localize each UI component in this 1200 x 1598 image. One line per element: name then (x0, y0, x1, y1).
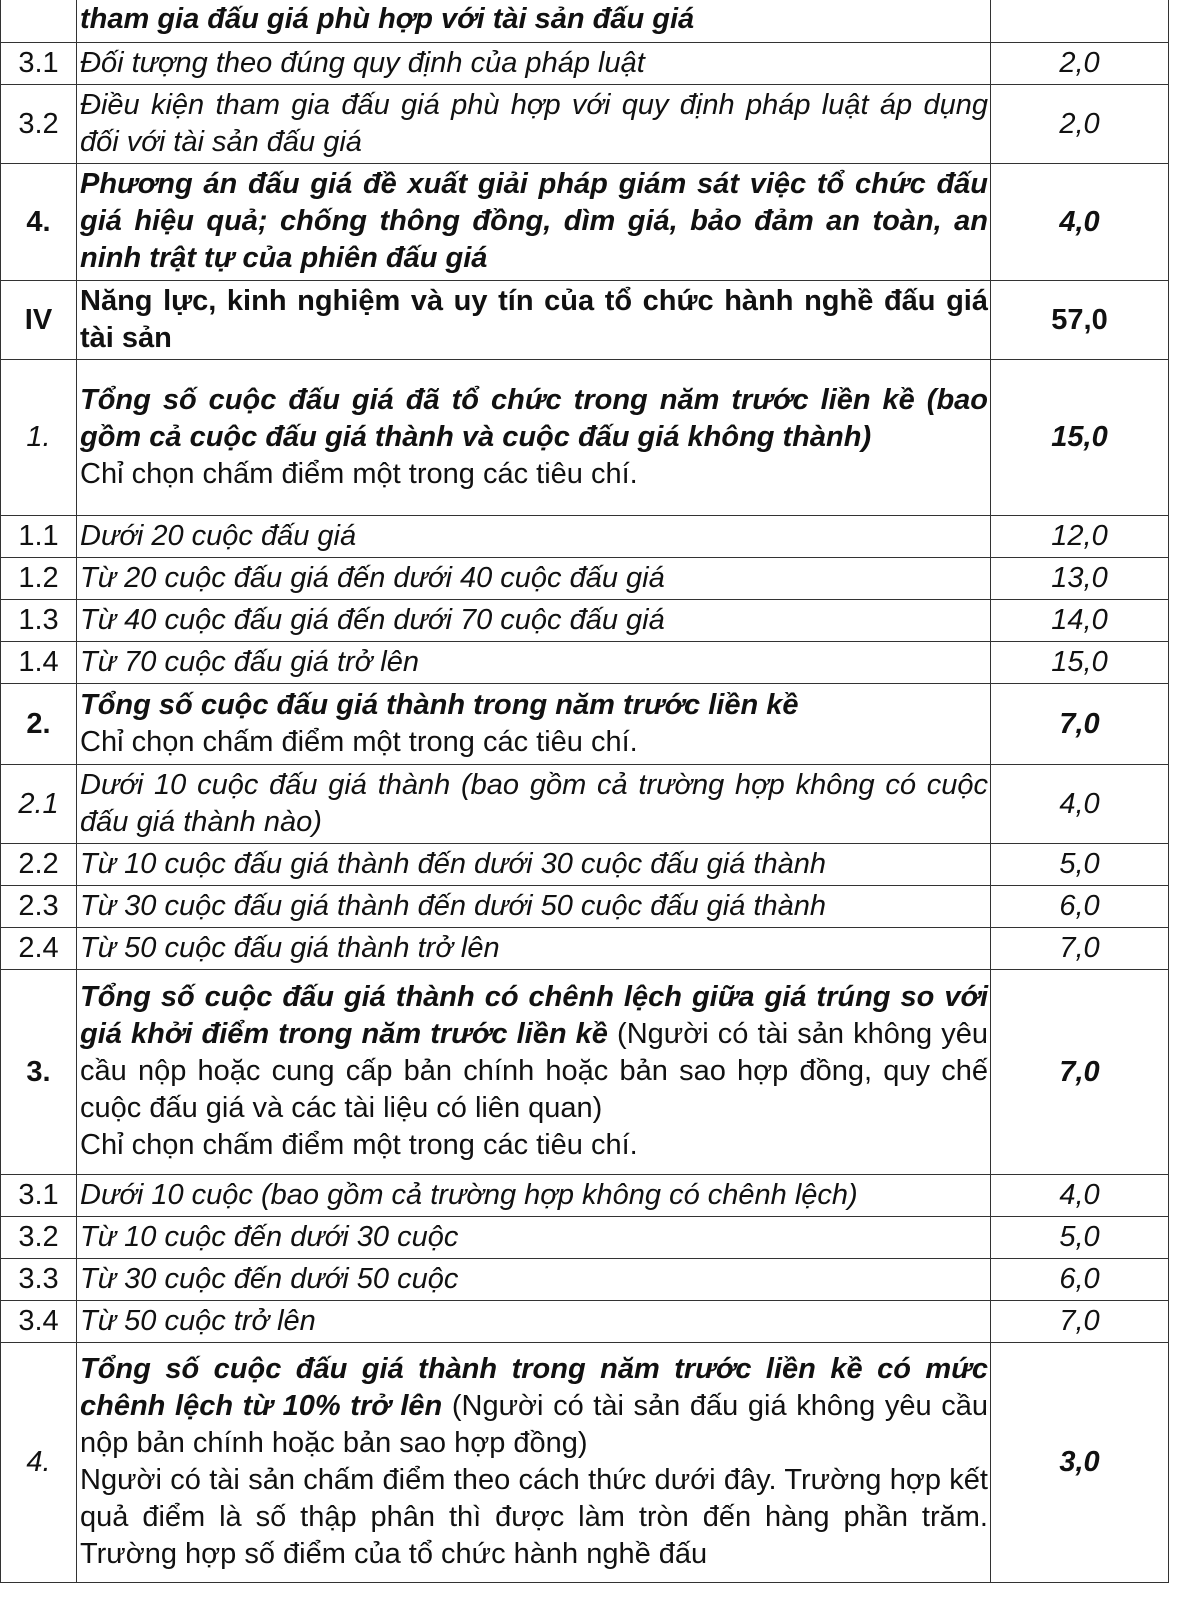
criterion-text-segment: Đối tượng theo đúng quy định của pháp luật (80, 46, 645, 79)
score-value: 2,0 (991, 43, 1169, 85)
score-value: 4,0 (991, 164, 1169, 281)
criterion-text (77, 281, 991, 360)
criterion-text-segment: Chỉ chọn chấm điểm một trong các tiêu chí. (80, 457, 638, 490)
criterion-text-segment: tham gia đấu giá phù hợp với tài sản đấu giá (80, 2, 695, 35)
row-number: 2.3 (1, 886, 77, 928)
score-value: 5,0 (991, 1217, 1169, 1259)
criterion-text-segment: Năng lực, kinh nghiệm và uy tín của tổ chức hành nghề đấu giá tài sản (80, 284, 988, 354)
criterion-text-segment: Từ 50 cuộc trở lên (80, 1304, 316, 1337)
row-number: 1. (1, 360, 77, 516)
criterion-text (77, 642, 991, 684)
criterion-text (77, 928, 991, 970)
criterion-text-segment: Dưới 20 cuộc đấu giá (80, 519, 357, 552)
criterion-text (77, 516, 991, 558)
score-value: 6,0 (991, 1259, 1169, 1301)
criterion-text (77, 844, 991, 886)
score-value: 12,0 (991, 516, 1169, 558)
table-row (1, 970, 1169, 1175)
criterion-text-segment: Điều kiện tham gia đấu giá phù hợp với quy định pháp luật áp dụng đối với tài sản đấu giá (80, 88, 988, 158)
criterion-text-segment: Từ 30 cuộc đấu giá thành đến dưới 50 cuộc đấu giá thành (80, 889, 826, 922)
criterion-text (77, 164, 991, 281)
table-row (1, 928, 1169, 970)
criterion-text (77, 0, 991, 43)
table-row (1, 1175, 1169, 1217)
criterion-text (77, 1175, 991, 1217)
score-value: 14,0 (991, 600, 1169, 642)
score-value: 15,0 (991, 360, 1169, 516)
criterion-text (77, 558, 991, 600)
row-number: 2. (1, 684, 77, 765)
criterion-text-segment: (Người có tài sản đấu giá không yêu cầu nộp bản chính hoặc bản sao hợp đồng) (80, 1390, 988, 1459)
row-number: 3.2 (1, 85, 77, 164)
score-value: 3,0 (991, 1343, 1169, 1583)
score-value: 15,0 (991, 642, 1169, 684)
criterion-text (77, 886, 991, 928)
row-number: 2.1 (1, 765, 77, 844)
criterion-text-segment: (Người có tài sản không yêu cầu nộp hoặc cung cấp bản chính hoặc bản sao hợp đồng, quy chế cuộc đấu giá và các tài liệu có liên quan) (80, 1018, 989, 1124)
table-row (1, 1301, 1169, 1343)
criterion-text (77, 600, 991, 642)
table-row (1, 844, 1169, 886)
row-number (1, 0, 77, 43)
criterion-text-segment: Từ 50 cuộc đấu giá thành trở lên (80, 931, 500, 964)
score-value (991, 0, 1169, 43)
table-row (1, 642, 1169, 684)
row-number: 3.1 (1, 1175, 77, 1217)
score-value: 13,0 (991, 558, 1169, 600)
criterion-text-segment: Chỉ chọn chấm điểm một trong các tiêu chí. (80, 725, 638, 758)
row-number: 3.2 (1, 1217, 77, 1259)
table-row (1, 558, 1169, 600)
row-number: 1.3 (1, 600, 77, 642)
criterion-text (77, 970, 991, 1175)
row-number: 3.3 (1, 1259, 77, 1301)
score-value: 7,0 (991, 970, 1169, 1175)
row-number: 2.4 (1, 928, 77, 970)
row-number: 1.1 (1, 516, 77, 558)
criterion-text-segment: Tổng số cuộc đấu giá thành trong năm trước liền kề có mức chênh lệch từ 10% trở lên (80, 1353, 988, 1422)
score-value: 5,0 (991, 844, 1169, 886)
criterion-text-segment: Từ 40 cuộc đấu giá đến dưới 70 cuộc đấu giá (80, 603, 665, 636)
table-row (1, 1343, 1169, 1583)
row-number: 4. (1, 1343, 77, 1583)
criterion-text-segment: Người có tài sản chấm điểm theo cách thức dưới đây. Trường hợp kết quả điểm là số thập phân thì được làm tròn đến hàng phần trăm. Trường hợp số điểm của tổ chức hành nghề đấu (80, 1464, 988, 1570)
criterion-text-segment: Dưới 10 cuộc (bao gồm cả trường hợp không có chênh lệch) (80, 1178, 858, 1211)
criterion-text (77, 1217, 991, 1259)
table-row (1, 1259, 1169, 1301)
score-value: 57,0 (991, 281, 1169, 360)
row-number: 3. (1, 970, 77, 1175)
criterion-text-segment: Từ 70 cuộc đấu giá trở lên (80, 645, 419, 678)
table-row (1, 516, 1169, 558)
table-row (1, 0, 1169, 43)
criterion-text (77, 684, 991, 765)
table-row (1, 85, 1169, 164)
criterion-text-segment: Từ 20 cuộc đấu giá đến dưới 40 cuộc đấu giá (80, 561, 665, 594)
table-row (1, 1217, 1169, 1259)
score-value: 6,0 (991, 886, 1169, 928)
criterion-text (77, 1301, 991, 1343)
criterion-text-segment: Chỉ chọn chấm điểm một trong các tiêu chí. (80, 1129, 638, 1161)
criterion-text-segment: Tổng số cuộc đấu giá đã tổ chức trong năm trước liền kề (bao gồm cả cuộc đấu giá thành và cuộc đấu giá không thành) (80, 383, 988, 453)
criterion-text-segment: Từ 10 cuộc đấu giá thành đến dưới 30 cuộc đấu giá thành (80, 847, 826, 880)
table-row (1, 600, 1169, 642)
criterion-text-segment: Từ 10 cuộc đến dưới 30 cuộc (80, 1220, 459, 1253)
score-value: 4,0 (991, 765, 1169, 844)
score-value: 4,0 (991, 1175, 1169, 1217)
table-row (1, 43, 1169, 85)
criterion-text (77, 360, 991, 516)
row-number: 1.2 (1, 558, 77, 600)
criterion-text-segment: Dưới 10 cuộc đấu giá thành (bao gồm cả trường hợp không có cuộc đấu giá thành nào) (80, 768, 988, 838)
score-value: 2,0 (991, 85, 1169, 164)
criterion-text-segment: Từ 30 cuộc đến dưới 50 cuộc (80, 1262, 459, 1295)
score-value: 7,0 (991, 1301, 1169, 1343)
table-row (1, 164, 1169, 281)
criterion-text-segment: Phương án đấu giá đề xuất giải pháp giám sát việc tổ chức đấu giá hiệu quả; chống thông đồng, dìm giá, bảo đảm an toàn, an ninh trật tự của phiên đấu giá (80, 168, 988, 274)
table-row (1, 360, 1169, 516)
row-number: 4. (1, 164, 77, 281)
criterion-text (77, 1343, 991, 1583)
table-row (1, 281, 1169, 360)
row-number: IV (1, 281, 77, 360)
criterion-text-segment: Tổng số cuộc đấu giá thành trong năm trước liền kề (80, 688, 799, 721)
row-number: 1.4 (1, 642, 77, 684)
table-row (1, 684, 1169, 765)
table-row (1, 886, 1169, 928)
score-value: 7,0 (991, 928, 1169, 970)
criterion-text (77, 43, 991, 85)
row-number: 3.1 (1, 43, 77, 85)
criterion-text (77, 765, 991, 844)
row-number: 2.2 (1, 844, 77, 886)
table-row (1, 765, 1169, 844)
criterion-text (77, 85, 991, 164)
criterion-text-segment: Tổng số cuộc đấu giá thành có chênh lệch giữa giá trúng so với giá khởi điểm trong năm trước liền kề (80, 981, 988, 1050)
score-value: 7,0 (991, 684, 1169, 765)
row-number: 3.4 (1, 1301, 77, 1343)
criterion-text (77, 1259, 991, 1301)
